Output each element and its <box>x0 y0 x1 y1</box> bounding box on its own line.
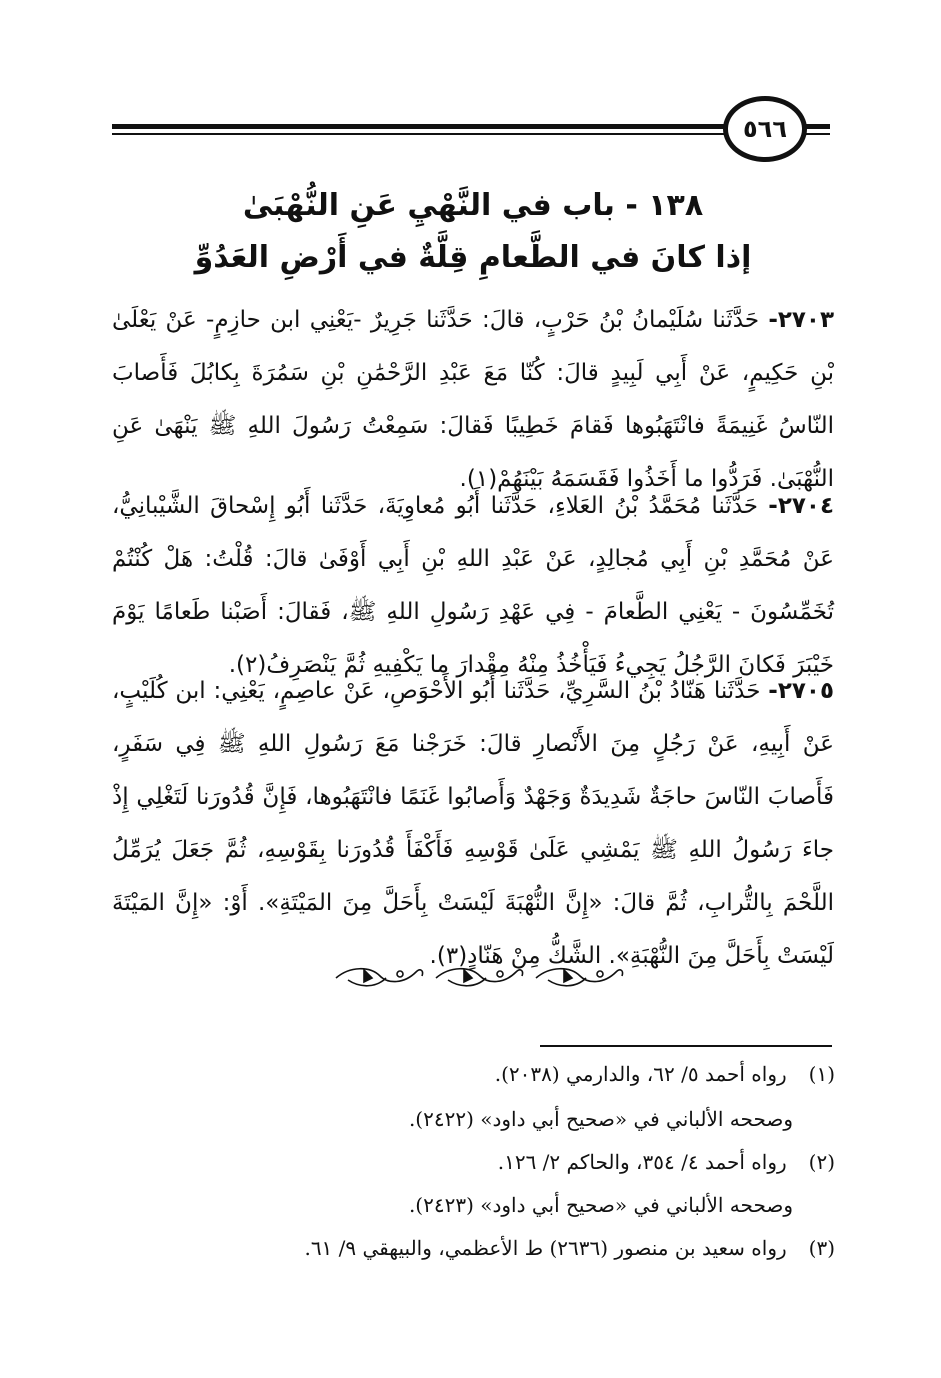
footnote-2-continuation <box>93 1193 793 1217</box>
hadith-number: ٢٧٠٣- <box>768 307 835 333</box>
footnote-1-continuation <box>93 1107 793 1131</box>
footnote-2 <box>135 1150 835 1174</box>
section-divider-ornament <box>330 958 630 994</box>
footnote-number: (٣) <box>808 1236 835 1260</box>
footnote-separator <box>540 1045 832 1047</box>
chapter-subtitle: إذا كانَ في الطَّعامِ قِلَّةٌ في أَرْضِ العَدُوِّ <box>194 240 752 275</box>
hadith-number: ٢٧٠٥- <box>768 678 834 704</box>
footnote-number: (٢) <box>808 1150 835 1174</box>
footnote-text: رواه أحمد ٤/ ٣٥٤، والحاكم ٢/ ١٢٦. <box>497 1150 787 1174</box>
hadith-text: حَدَّثَنا هَنّادُ بْنُ السَّرِيِّ، حَدَّثَنا أَبُو الأَحْوَصِ، عَنْ عاصِمٍ، يَعْنِي: ابن كُلَيْبٍ، عَنْ أَبِيهِ، عَنْ رَجُلٍ مِنَ الأَنْصارِ قالَ: خَرَجْنا مَعَ رَسُولِ اللهِ ﷺ فِي سَفَرٍ، فَأَصابَ النّاسَ حاجَةٌ شَدِيدَةٌ وَجَهْدٌ وَأَصابُوا غَنَمًا فانْتَهَبُوها، فَإِنَّ قُدُورَنا لَتَغْلِي إِذْ جاءَ رَسُولُ اللهِ ﷺ يَمْشِي عَلَىٰ قَوْسِهِ فَأَكْفَأَ قُدُورَنا بِقَوْسِهِ، ثُمَّ جَعَلَ يُرَمِّلُ اللَّحْمَ بِالتُّرابِ، ثُمَّ قالَ: «إِنَّ النُّهْبَةَ لَيْسَتْ بِأَحَلَّ مِنَ المَيْتَةِ». أَوْ: «إِنَّ المَيْتَةَ لَيْسَتْ بِأَحَلَّ مِنَ النُّهْبَةِ». الشَّكُّ مِنْ هَنّادٍ(٣). <box>112 678 834 969</box>
header-rule-thin <box>112 133 830 135</box>
ornament-motif <box>536 969 623 986</box>
ornament-motif <box>436 969 523 986</box>
page-number: ٥٦٦ <box>723 96 807 162</box>
footnote-3 <box>135 1236 835 1260</box>
hadith-text: حَدَّثَنا مُحَمَّدُ بْنُ العَلاءِ، حَدَّثَنا أَبُو مُعاوِيَةَ، حَدَّثَنا أَبُو إِسْحاقَ الشَّيْبانِيُّ، عَنْ مُحَمَّدِ بْنِ أَبِي مُجالِدٍ، عَنْ عَبْدِ اللهِ بْنِ أَبِي أَوْفَىٰ قالَ: قُلْتُ: هَلْ كُنْتُمْ تُخَمِّسُونَ - يَعْنِي الطَّعامَ - فِي عَهْدِ رَسُولِ اللهِ ﷺ، فَقالَ: أَصَبْنا طَعامًا يَوْمَ خَيْبَرَ فَكانَ الرَّجُلُ يَجِيءُ فَيَأْخُذُ مِنْهُ مِقْدارَ ما يَكْفِيهِ ثُمَّ يَنْصَرِفُ(٢). <box>112 493 834 678</box>
hadith-2703 <box>112 294 834 506</box>
footnote-text: رواه أحمد ٥/ ٦٢، والدارمي (٢٠٣٨). <box>494 1062 787 1086</box>
chapter-title: ١٣٨ - باب في النَّهْيِ عَنِ النُّهْبَىٰ <box>242 188 704 223</box>
hadith-number: ٢٧٠٤- <box>768 493 834 519</box>
footnote-number: (١) <box>808 1062 835 1086</box>
footnote-1 <box>135 1062 835 1086</box>
hadith-2705 <box>112 665 834 983</box>
ornament-motif <box>336 969 423 986</box>
footnote-text: وصححه الألباني في «صحيح أبي داود» (٢٤٢٢). <box>408 1107 793 1131</box>
footnote-text: وصححه الألباني في «صحيح أبي داود» (٢٤٢٣). <box>408 1193 793 1217</box>
hadith-2704 <box>112 480 834 692</box>
hadith-text: حَدَّثَنا سُلَيْمانُ بْنُ حَرْبٍ، قالَ: حَدَّثَنا جَرِيرٌ -يَعْنِي ابن حازِمٍ- عَنْ يَعْلَىٰ بْنِ حَكِيمٍ، عَنْ أَبِي لَبِيدٍ قالَ: كُنّا مَعَ عَبْدِ الرَّحْمَٰنِ بْنِ سَمُرَةَ بِكابُلَ فَأَصابَ النّاسُ غَنِيمَةً فانْتَهَبُوها فَقامَ خَطِيبًا فَقالَ: سَمِعْتُ رَسُولَ اللهِ ﷺ يَنْهَىٰ عَنِ النُّهْبَىٰ. فَرَدُّوا ما أَخَذُوا فَقَسَمَهُ بَيْنَهُمْ(١). <box>112 307 834 492</box>
footnote-text: رواه سعيد بن منصور (٢٦٣٦) ط الأعظمي، والبيهقي ٩/ ٦١. <box>304 1236 787 1260</box>
